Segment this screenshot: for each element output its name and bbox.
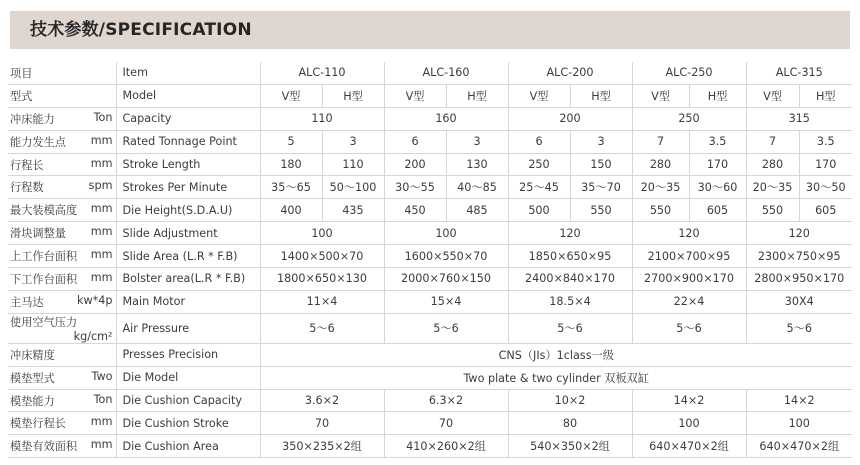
value-cell: 170 [689,153,746,176]
value-cell: 6 [384,130,446,153]
label-unit: mm [90,438,113,452]
label-unit: spm [88,179,113,193]
type-h-cell: H型 [570,84,632,107]
type-h-cell: H型 [689,84,746,107]
label-cn: 行程长 [10,158,44,172]
value-cell: 5 [260,130,322,153]
type-v-cell: V型 [260,84,322,107]
value-cell: 500 [508,199,570,222]
label-cn: 上工作台面积 [10,250,78,264]
value-cell: 5～6 [746,313,852,343]
row-label-spm [8,176,116,199]
value-cell: 400 [260,199,322,222]
model-header: ALC-110 [260,62,384,84]
value-cell: 200 [508,107,632,130]
merged-value-cell: CNS（JIs）1class一级 [260,343,852,366]
row-label-cush_cap [8,389,116,412]
model-header: ALC-250 [632,62,746,84]
value-cell: 1850×650×95 [508,245,632,268]
type-h-cell: H型 [322,84,384,107]
row-label-bolster [8,268,116,291]
value-cell: 35～65 [260,176,322,199]
row-label-en-slide_adj: Slide Adjustment [116,222,260,245]
value-cell: 7 [632,130,689,153]
row-label-precision [8,343,116,366]
value-cell: 435 [322,199,384,222]
value-cell: 350×235×2组 [260,435,384,458]
value-cell: 15×4 [384,290,508,313]
value-cell: 200 [384,153,446,176]
value-cell: 540×350×2组 [508,435,632,458]
label-cn: 模垫型式 [10,371,55,385]
value-cell: 1800×650×130 [260,268,384,291]
value-cell: 1400×500×70 [260,245,384,268]
value-cell: 450 [384,199,446,222]
value-cell: 20～35 [632,176,689,199]
row-label-en-spm: Strokes Per Minute [116,176,260,199]
label-unit: mm [90,202,113,216]
row-label-en-stroke: Stroke Length [116,153,260,176]
label-cn: 能力发生点 [10,135,66,149]
value-cell: 3.5 [799,130,852,153]
value-cell: 180 [260,153,322,176]
label-unit: mm [90,415,113,429]
row-label-tonnage [8,130,116,153]
type-v-cell: V型 [508,84,570,107]
table-row-die_height [8,199,852,222]
label-cn: 型式 [10,89,33,103]
row-label-en-die_height: Die Height(S.D.A.U) [116,199,260,222]
value-cell: 11×4 [260,290,384,313]
label-cn: 主马达 [10,295,44,309]
value-cell: 30～60 [689,176,746,199]
value-cell: 20～35 [746,176,799,199]
value-cell: 70 [384,412,508,435]
value-cell: 2700×900×170 [632,268,746,291]
value-cell: 120 [632,222,746,245]
label-unit: kg/cm² [73,329,113,343]
value-cell: 2000×760×150 [384,268,508,291]
value-cell: 7 [746,130,799,153]
value-cell: 18.5×4 [508,290,632,313]
value-cell: 5～6 [384,313,508,343]
label-cn: 滑块调整量 [10,227,66,241]
value-cell: 280 [746,153,799,176]
table-row-cush_cap [8,389,852,412]
value-cell: 3.6×2 [260,389,384,412]
value-cell: 6.3×2 [384,389,508,412]
section-title: 技术参数/SPECIFICATION [30,20,252,40]
specification-table [8,62,852,458]
label-unit: mm [90,270,113,284]
value-cell: 80 [508,412,632,435]
row-label-en-die_model: Die Model [116,366,260,389]
value-cell: 30～50 [799,176,852,199]
table-row-die_model [8,366,852,389]
value-cell: 150 [570,153,632,176]
value-cell: 2100×700×95 [632,245,746,268]
value-cell: 280 [632,153,689,176]
value-cell: 120 [746,222,852,245]
row-label-en-cush_cap: Die Cushion Capacity [116,389,260,412]
value-cell: 110 [260,107,384,130]
value-cell: 100 [746,412,852,435]
label-cn: 模垫能力 [10,394,55,408]
value-cell: 605 [689,199,746,222]
value-cell: 25～45 [508,176,570,199]
label-unit: Ton [93,392,113,406]
value-cell: 640×470×2组 [632,435,746,458]
row-label-cush_area [8,435,116,458]
value-cell: 6 [508,130,570,153]
row-label-capacity [8,107,116,130]
label-unit: Two [91,369,113,383]
type-v-cell: V型 [632,84,689,107]
value-cell: 160 [384,107,508,130]
row-label-stroke [8,153,116,176]
value-cell: 3 [322,130,384,153]
value-cell: 250 [508,153,570,176]
row-label-motor [8,290,116,313]
row-label-die_model [8,366,116,389]
label-cn: 下工作台面积 [10,272,78,286]
value-cell: 5～6 [508,313,632,343]
value-cell: 605 [799,199,852,222]
value-cell: 14×2 [632,389,746,412]
row-label-en-cush_area: Die Cushion Area [116,435,260,458]
value-cell: 3 [570,130,632,153]
value-cell: 250 [632,107,746,130]
row-label-model [8,84,116,107]
value-cell: 30～55 [384,176,446,199]
label-unit: Ton [93,110,113,124]
value-cell: 120 [508,222,632,245]
row-label-item [8,62,116,84]
label-cn: 最大装模高度 [10,204,78,218]
row-label-slide_adj [8,222,116,245]
value-cell: 110 [322,153,384,176]
value-cell: 50～100 [322,176,384,199]
merged-value-cell: Two plate & two cylinder 双板双缸 [260,366,852,389]
table-row-stroke [8,153,852,176]
table-row-cush_area [8,435,852,458]
label-unit: mm [90,156,113,170]
table-row-precision [8,343,852,366]
table-row-slide_area [8,245,852,268]
row-label-en-motor: Main Motor [116,290,260,313]
value-cell: 40～85 [446,176,508,199]
table-row-slide_adj [8,222,852,245]
row-label-cush_stroke [8,412,116,435]
row-label-en-precision: Presses Precision [116,343,260,366]
label-cn: 冲床精度 [10,348,55,362]
row-label-en-item: Item [116,62,260,84]
table-row-spm [8,176,852,199]
row-label-en-capacity: Capacity [116,107,260,130]
table-row-item [8,62,852,84]
value-cell: 100 [260,222,384,245]
label-cn: 模垫有效面积 [10,440,78,454]
value-cell: 550 [746,199,799,222]
value-cell: 640×470×2组 [746,435,852,458]
row-label-en-cush_stroke: Die Cushion Stroke [116,412,260,435]
label-cn: 行程数 [10,181,44,195]
row-label-die_height [8,199,116,222]
model-header: ALC-160 [384,62,508,84]
value-cell: 100 [384,222,508,245]
section-title-bar [10,11,850,49]
value-cell: 2300×750×95 [746,245,852,268]
table-row-bolster [8,268,852,291]
value-cell: 14×2 [746,389,852,412]
model-header: ALC-200 [508,62,632,84]
row-label-en-bolster: Bolster area(L.R * F.B) [116,268,260,291]
value-cell: 485 [446,199,508,222]
value-cell: 130 [446,153,508,176]
value-cell: 410×260×2组 [384,435,508,458]
row-label-en-slide_area: Slide Area (L.R * F.B) [116,245,260,268]
value-cell: 22×4 [632,290,746,313]
type-v-cell: V型 [384,84,446,107]
label-cn: 模垫行程长 [10,417,66,431]
row-label-en-air: Air Pressure [116,313,260,343]
model-header: ALC-315 [746,62,852,84]
table-row-cush_stroke [8,412,852,435]
type-v-cell: V型 [746,84,799,107]
table-row-capacity [8,107,852,130]
value-cell: 5～6 [260,313,384,343]
row-label-slide_area [8,245,116,268]
value-cell: 2400×840×170 [508,268,632,291]
label-unit: mm [90,248,113,262]
value-cell: 30X4 [746,290,852,313]
value-cell: 550 [570,199,632,222]
row-label-en-model: Model [116,84,260,107]
label-unit: kw*4p [77,293,113,307]
value-cell: 5～6 [632,313,746,343]
value-cell: 3 [446,130,508,153]
table-row-motor [8,290,852,313]
value-cell: 35～70 [570,176,632,199]
value-cell: 2800×950×170 [746,268,852,291]
table-row-air [8,313,852,343]
value-cell: 10×2 [508,389,632,412]
row-label-en-tonnage: Rated Tonnage Point [116,130,260,153]
label-cn: 项目 [10,66,33,80]
value-cell: 70 [260,412,384,435]
value-cell: 315 [746,107,852,130]
table-row-model [8,84,852,107]
label-unit: mm [90,225,113,239]
value-cell: 550 [632,199,689,222]
value-cell: 170 [799,153,852,176]
value-cell: 3.5 [689,130,746,153]
label-unit: mm [90,133,113,147]
row-label-air [8,313,116,343]
value-cell: 100 [632,412,746,435]
label-cn: 使用空气压力 [10,315,78,329]
type-h-cell: H型 [799,84,852,107]
value-cell: 1600×550×70 [384,245,508,268]
type-h-cell: H型 [446,84,508,107]
label-cn: 冲床能力 [10,112,55,126]
table-row-tonnage [8,130,852,153]
